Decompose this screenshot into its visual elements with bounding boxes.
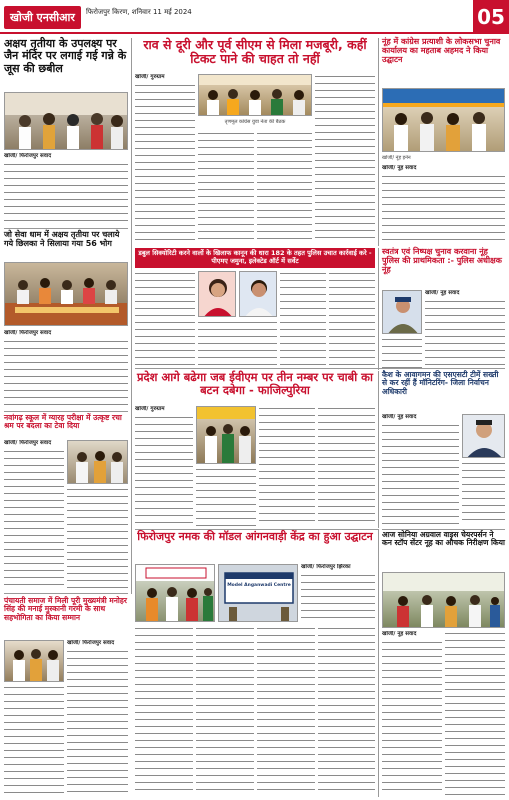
- headline-anganwadi: फिरोजपुर नमक की मॉडल आंगनवाड़ी केंद्र का हुआ उद्घाटन: [137, 530, 373, 543]
- divider: [4, 228, 128, 229]
- story-sidhu: [135, 38, 375, 66]
- photo-sonia: [382, 572, 505, 628]
- text-lines: [257, 131, 312, 244]
- text-lines: [382, 423, 459, 526]
- photo-vaishnav-scene: [68, 441, 128, 484]
- body-banner-1: [135, 271, 195, 365]
- photo-evm-scene: [197, 407, 256, 464]
- column-rule: [378, 248, 379, 370]
- portrait-icon: [383, 291, 422, 334]
- photo-congress-office: [382, 88, 505, 152]
- photo-anganwadi: [135, 564, 215, 622]
- byline-sidhu: खोजी/ गुरुग्राम: [135, 74, 165, 80]
- story-election: [382, 248, 505, 275]
- headline-evm: प्रदेश आगे बढेगा जब ईवीएम पर तीन नम्बर पर चाबी का बटन दबेगा - फाजिल्पुरिया: [137, 370, 373, 397]
- text-lines: [135, 271, 195, 365]
- headline-sonia: आज सोनिया अग्रवाल वाइस चेयरपर्सन ने कन स्टॉप सेंटर नूह का औचक निरीक्षण किया: [382, 530, 505, 548]
- headline-vaishnav: नवांगढ़ स्कूल में ग्यारह परीक्षा में उत्कृष्ट रचा श्रम पर बदला का टेवा दिया: [4, 413, 122, 431]
- byline-congress-office: खोजी/ नूंह संवाद: [382, 165, 417, 171]
- caption-sidhu: तृणमूल कांग्रेस युवा नेता की बैठक: [224, 119, 286, 125]
- story-akshaya: [4, 38, 128, 75]
- text-lines: [196, 626, 254, 796]
- body-anganwadi-4: [257, 626, 315, 796]
- photo-anganwadi-scene: [136, 565, 215, 622]
- byline-evm: खोजी/ गुरुग्राम: [135, 406, 165, 412]
- body-sonia-2: [445, 631, 505, 796]
- text-lines: [318, 626, 375, 796]
- text-lines: [382, 640, 442, 796]
- text-lines: [315, 74, 375, 244]
- story-evm: [135, 371, 375, 397]
- photo-congress-office-scene: [383, 89, 505, 152]
- photo-anganwadi-board: [218, 564, 298, 622]
- story-sainath: [4, 231, 128, 249]
- portrait-icon: [463, 415, 505, 458]
- story-vaishnav: [4, 414, 128, 431]
- byline-akshaya: खोजी/ फिरोजपुर संवाद: [4, 153, 52, 159]
- photo-sonia-scene: [383, 573, 505, 628]
- photo-dc: [462, 414, 505, 458]
- board-text: Model Anganwadi Centre: [227, 583, 291, 588]
- body-sidhu-3: [257, 131, 312, 244]
- body-sidhu-2: [198, 131, 254, 244]
- photo-panchayat: [4, 640, 64, 682]
- issue-meta: फिरोजपुर किरण, शनिवार 11 मई 2024: [86, 8, 192, 16]
- divider: [135, 368, 505, 369]
- byline-sst: खोजी/ नूंह संवाद: [382, 414, 417, 420]
- headline-akshaya: अक्षय तृतीया के उपलक्ष्य पर जैन मंदिर पर लगाई गई गन्ने के जूस की छबील: [4, 37, 127, 75]
- body-anganwadi-3: [196, 626, 254, 796]
- page-number: 05: [473, 0, 509, 34]
- text-lines: [198, 320, 277, 365]
- body-panchayat-1: [67, 640, 128, 796]
- body-sainath: [4, 330, 128, 408]
- story-anganwadi: [135, 531, 375, 543]
- byline-vaishnav: खोजी/ फिरोजपुर संवाद: [4, 440, 52, 446]
- text-lines: [301, 573, 375, 622]
- text-lines: [445, 631, 505, 796]
- body-banner-4: [329, 271, 375, 365]
- photo-sp: [382, 290, 422, 334]
- caption-congress-office: खोजी/ नूंह इनेन: [382, 155, 411, 161]
- text-lines: [382, 337, 422, 370]
- story-panchayat: [4, 597, 128, 622]
- masthead: [0, 0, 509, 34]
- byline-sainath: खोजी/ फिरोजपुर संवाद: [4, 330, 52, 336]
- byline-anganwadi: खोजी/ फिरोजपुर झिरका: [301, 564, 351, 570]
- text-lines: [280, 271, 326, 365]
- photo-evm: [196, 406, 256, 464]
- body-evm-3: [259, 406, 315, 526]
- photo-akshaya-scene: [5, 93, 128, 150]
- photo-akshaya: [4, 92, 128, 150]
- divider: [4, 593, 128, 594]
- body-panchayat-2: [4, 685, 64, 796]
- divider: [4, 411, 128, 412]
- headline-congress-office: नूंह में कांग्रेस प्रत्याशी के लोकसभा चुनाव कार्यालय का महताब अहमद ने किया उद्घाटन: [382, 37, 501, 64]
- body-sst-2: [462, 461, 505, 526]
- text-lines: [135, 626, 193, 796]
- headline-sst: कैश के आवागमन की एसएसटी टीमें सख्ती से कर रहीं हैं मॉनिटरिंग- जिला निर्वाचन अधिकारी: [382, 370, 499, 396]
- text-lines: [196, 467, 256, 526]
- body-evm-2: [196, 467, 256, 526]
- body-evm-1: [135, 406, 193, 526]
- text-lines: [329, 271, 375, 365]
- photo-panchayat-scene: [5, 641, 64, 682]
- text-lines: [67, 487, 128, 590]
- paper-logo: खोजी एनसीआर: [4, 6, 81, 29]
- byline-election: खोजी/ नूंह संवाद: [425, 290, 460, 296]
- byline-sonia: खोजी/ नूंह संवाद: [382, 631, 417, 637]
- headline-panchayat: पंचायती समाज में मिली पूरी मुख्यमंत्री मनोहर सिंह की मनाई मुस्कानी गरमी के साथ सहभोगिता का किया सम्मान: [4, 596, 127, 622]
- board-icon: [219, 565, 298, 622]
- photo-portrait-1: [198, 271, 236, 317]
- body-sidhu-1: [135, 74, 195, 244]
- text-lines: [4, 449, 64, 590]
- body-election-1: [425, 290, 505, 370]
- body-sidhu-4: [315, 74, 375, 244]
- body-sst-1: [382, 414, 459, 526]
- text-lines: [135, 83, 195, 244]
- text-lines: [4, 339, 128, 408]
- portrait-icon: [199, 272, 236, 317]
- photo-sainath: [4, 262, 128, 326]
- body-banner-3: [280, 271, 326, 365]
- text-lines: [4, 162, 128, 225]
- body-congress-office: [382, 165, 505, 245]
- body-anganwadi-2: [135, 626, 193, 796]
- column-rule: [378, 371, 379, 528]
- photo-sidhu-scene: [199, 75, 312, 116]
- text-lines: [135, 415, 193, 526]
- portrait-icon: [240, 272, 277, 317]
- column-rule: [131, 38, 132, 594]
- headline-sidhu: राव से दूरी और पूर्व सीएम से मिला मजबूरी, कहीं टिकट पाने की चाहत तो नहीं: [143, 37, 367, 66]
- text-lines: [4, 685, 64, 796]
- text-lines: [67, 649, 128, 796]
- body-akshaya: [4, 153, 128, 225]
- story-sonia: [382, 531, 505, 548]
- photo-portrait-2: [239, 271, 277, 317]
- body-anganwadi-5: [318, 626, 375, 796]
- headline-election: स्वतंत्र एवं निष्पक्ष चुनाव करवाना नूंह पुलिस की प्राथमिकता :- पुलिस अधीक्षक नूंह: [382, 247, 502, 274]
- story-sst: [382, 371, 505, 396]
- photo-sainath-scene: [5, 263, 128, 326]
- text-lines: [259, 406, 315, 526]
- body-anganwadi-1: [301, 564, 375, 622]
- body-election-2: [382, 337, 422, 370]
- story-congress-office: [382, 38, 505, 65]
- byline-panchayat: खोजी/ फिरोजपुर संवाद: [67, 640, 115, 646]
- text-lines: [198, 131, 254, 244]
- column-rule: [378, 529, 379, 797]
- body-vaishnav-2: [67, 487, 128, 590]
- body-evm-4: [318, 406, 375, 526]
- column-rule: [378, 38, 379, 246]
- photo-sidhu: [198, 74, 312, 116]
- body-banner-2: [198, 320, 277, 365]
- text-lines: [257, 626, 315, 796]
- body-sonia-1: [382, 631, 442, 796]
- text-lines: [462, 461, 505, 526]
- photo-vaishnav: [67, 440, 128, 484]
- headline-sainath: जो सेवा धाम में अक्षय तृतीया पर चलाये गये छिलका ने सिलाया गया 56 भोग: [4, 230, 120, 248]
- body-vaishnav: [4, 440, 64, 590]
- banner-strip: डबुल सिक्योरिटी करने वालों के खिलाफ कानून की धारा 182 के तहत पुलिस उचात कार्रवाई करे - पीएमए जमुना, इलेक्टेड ऑर्ट में सर्वेट: [135, 248, 375, 268]
- text-lines: [318, 406, 375, 526]
- text-lines: [425, 299, 505, 370]
- text-lines: [382, 174, 505, 245]
